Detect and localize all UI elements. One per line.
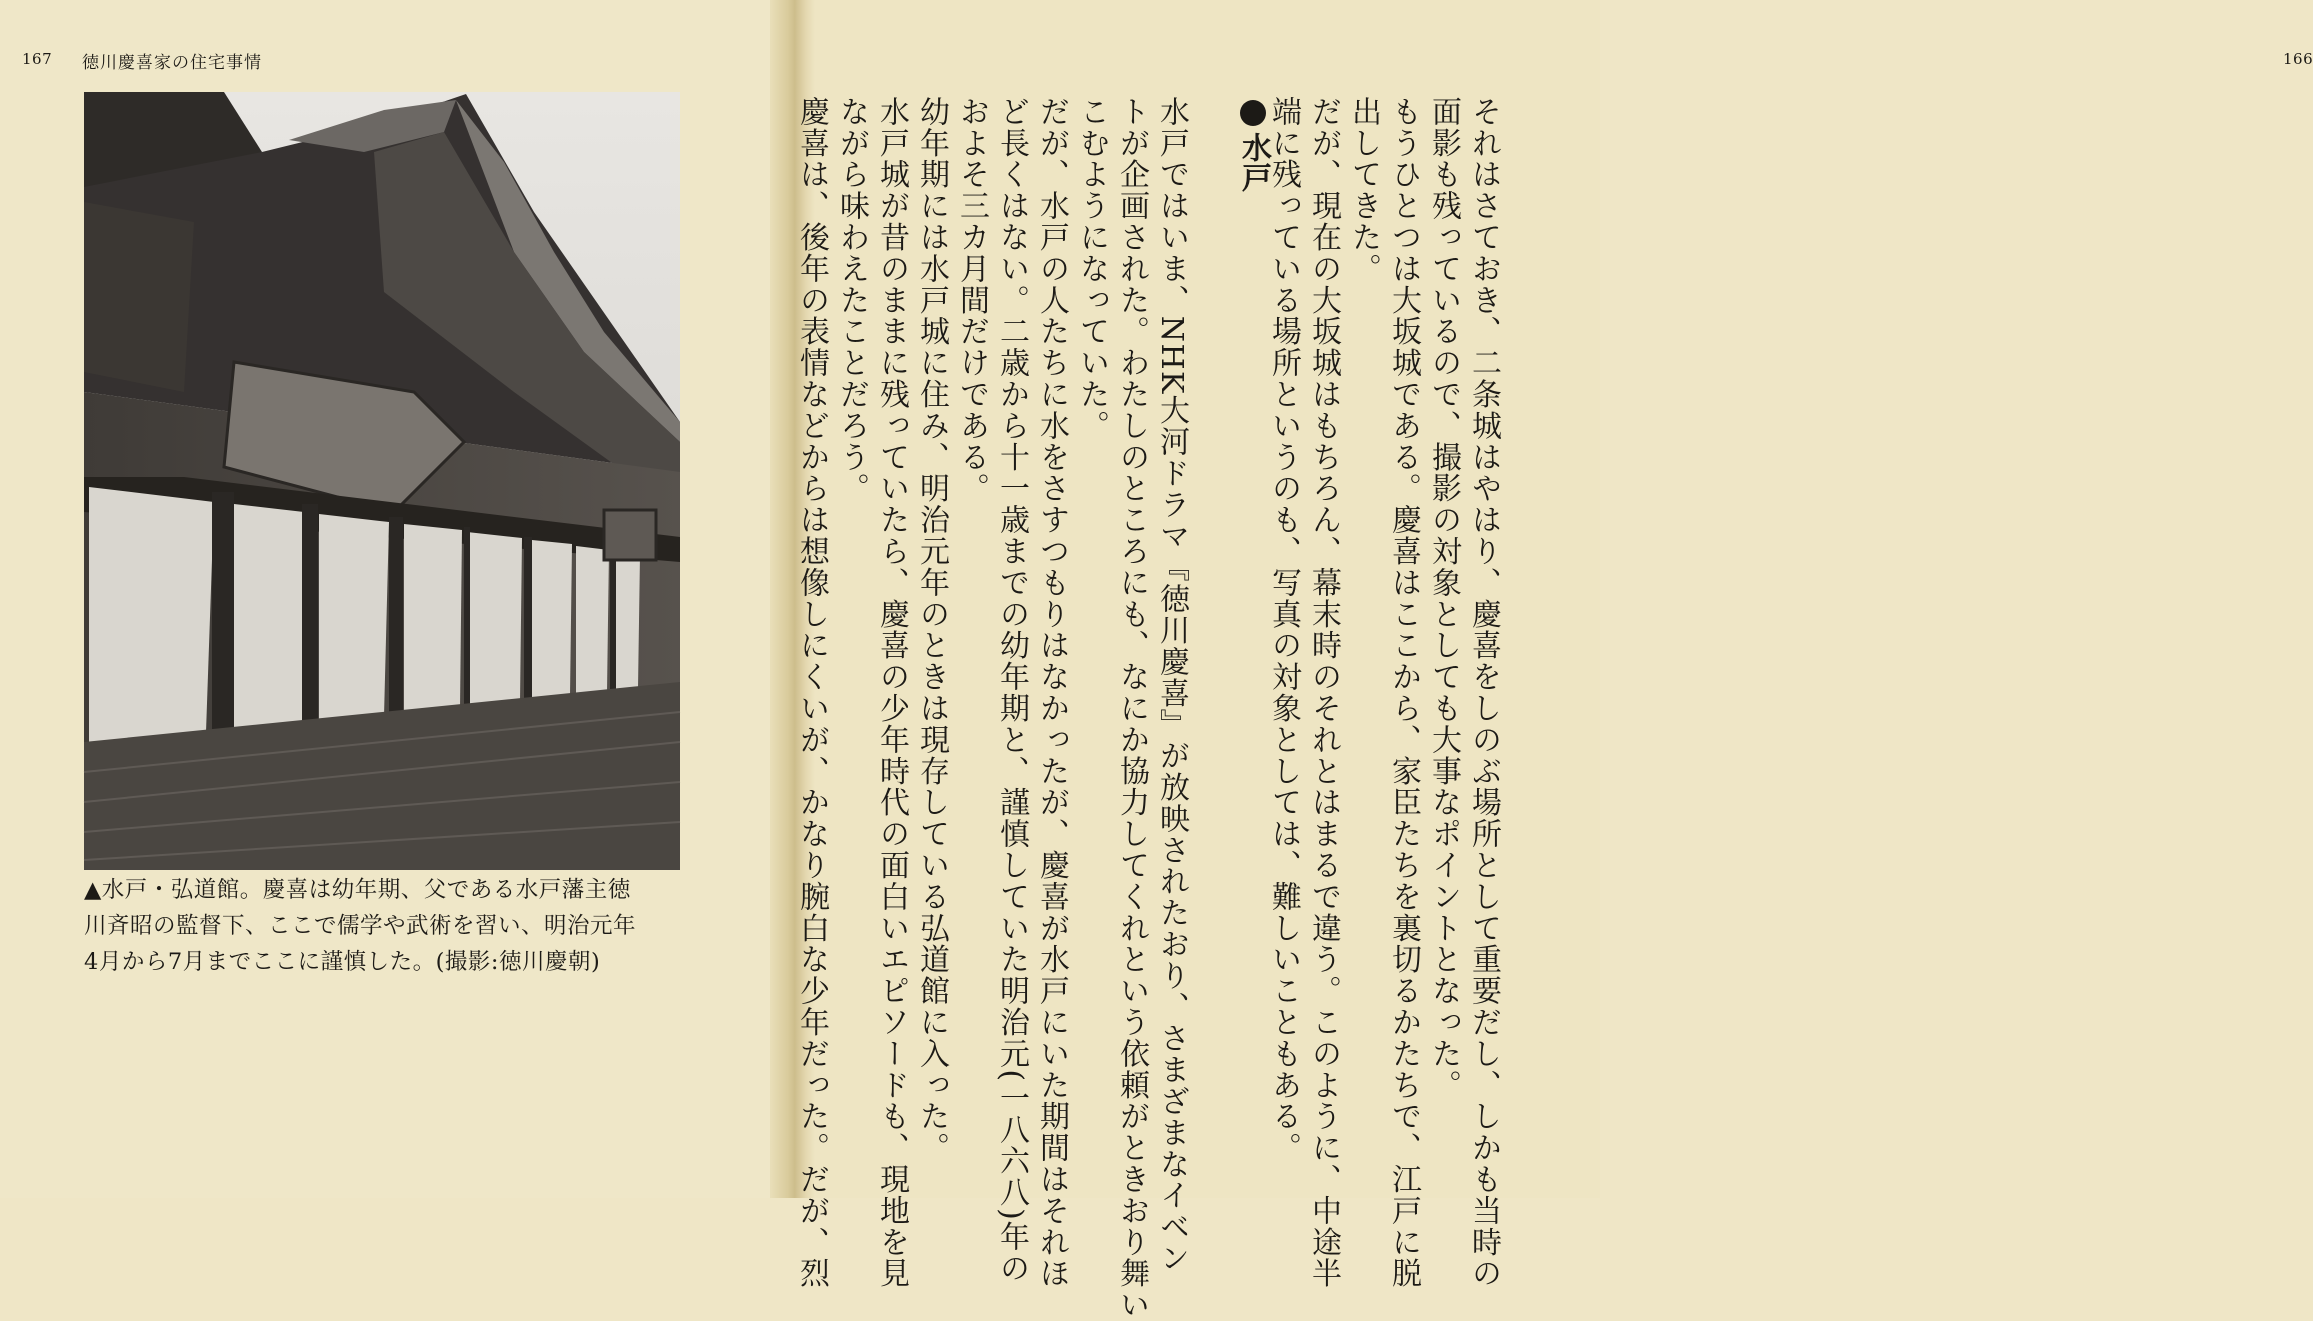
section-heading xyxy=(1236,100,1271,192)
body-column: 端に残っている場所というのも、写真の対象としては、難しいこともある。 xyxy=(1266,96,1301,1164)
body-column: 幼年期には水戸城に住み、明治元年のときは現存している弘道館に入った。 xyxy=(914,96,949,1164)
body-column: 水戸ではいま、NHK大河ドラマ『徳川慶喜』が放映されたおり、さまざまなイベン xyxy=(1154,96,1189,1275)
page-number-right: 166 xyxy=(2283,50,2313,68)
photo-caption xyxy=(84,872,684,980)
body-column: こむようになっていた。 xyxy=(1074,96,1109,442)
body-column: およそ三カ月間だけである。 xyxy=(954,96,989,505)
body-column: トが企画された。わたしのところにも、なにか協力してくれという依頼がときおり舞い xyxy=(1114,96,1149,1321)
body-column: もうひとつは大坂城である。慶喜はここから、家臣たちを裏切るかたちで、江戸に脱 xyxy=(1386,96,1421,1290)
left-page xyxy=(0,0,785,1198)
kodokan-photo xyxy=(84,92,680,870)
body-column: だが、水戸の人たちに水をさすつもりはなかったが、慶喜が水戸にいた期間はそれほ xyxy=(1034,96,1069,1290)
body-column: だが、現在の大坂城はもちろん、幕末時のそれとはまるで違う。このように、中途半 xyxy=(1306,96,1341,1290)
body-column: 慶喜は、後年の表情などからは想像しにくいが、かなり腕白な少年だった。だが、烈 xyxy=(794,96,829,1290)
caption-line: 川斉昭の監督下、ここで儒学や武術を習い、明治元年 xyxy=(84,913,637,939)
caption-line: 4月から7月までここに謹慎した。(撮影:徳川慶朝) xyxy=(84,949,601,975)
section-heading-text: 水戸 xyxy=(1236,132,1271,192)
running-head: 徳川慶喜家の住宅事情 xyxy=(82,53,262,73)
body-column: 水戸城が昔のままに残っていたら、慶喜の少年時代の面白いエピソードも、現地を見 xyxy=(874,96,909,1290)
body-column: ど長くはない。二歳から十一歳までの幼年期と、謹慎していた明治元(一八六八)年の xyxy=(994,96,1029,1285)
body-column: 面影も残っているので、撮影の対象としても大事なポイントとなった。 xyxy=(1426,96,1461,1101)
page-number-left: 167 xyxy=(22,50,53,68)
bullet-icon xyxy=(1240,100,1266,126)
body-column: ながら味わえたことだろう。 xyxy=(834,96,869,505)
body-column: それはさておき、二条城はやはり、慶喜をしのぶ場所として重要だし、しかも当時の xyxy=(1466,96,1501,1290)
caption-line: ▲水戸・弘道館。慶喜は幼年期、父である水戸藩主徳 xyxy=(84,877,631,903)
body-column: 出してきた。 xyxy=(1346,96,1381,285)
